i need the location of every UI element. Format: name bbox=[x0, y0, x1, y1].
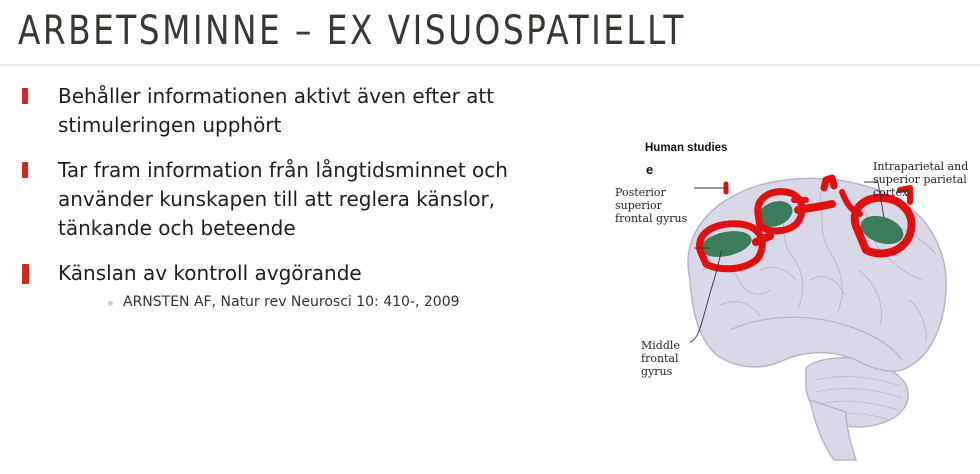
bullet-list bbox=[20, 82, 580, 310]
bullet-text: Känslan av kontroll avgörande bbox=[58, 261, 362, 285]
bullet-text: Tar fram information från långtidsminnet och använder kunskapen till att reglera känslor, tänkande och beteende bbox=[58, 158, 508, 240]
bullet-marker-icon bbox=[22, 162, 28, 178]
figure-panel-letter: e bbox=[646, 162, 654, 177]
figure-heading: Human studies bbox=[645, 142, 728, 154]
bullet-marker-icon bbox=[22, 264, 29, 284]
label-middle-frontal-gyrus: Middle frontal gyrus bbox=[641, 339, 680, 378]
bullet-item bbox=[20, 156, 580, 243]
label-intraparietal-superior-parietal-cortex: Intraparietal and superior parietal cortex bbox=[873, 160, 969, 199]
citation-text: ARNSTEN AF, Natur rev Neurosci 10: 410-, 2009 bbox=[123, 294, 460, 310]
label-posterior-superior-frontal-gyrus: Posterior superior frontal gyrus bbox=[615, 186, 688, 225]
bullet-item bbox=[20, 82, 580, 140]
bullet-text: Behåller informationen aktivt även efter att stimuleringen upphört bbox=[58, 84, 495, 137]
sub-bullet-icon bbox=[108, 301, 113, 306]
slide-title: ARBETSMINNE – EX VISUOSPATIELLT bbox=[18, 8, 686, 54]
bullet-item bbox=[20, 259, 580, 288]
brain-figure bbox=[610, 130, 980, 474]
title-divider bbox=[0, 64, 980, 66]
bullet-marker-icon bbox=[22, 88, 28, 104]
citation bbox=[20, 294, 580, 310]
